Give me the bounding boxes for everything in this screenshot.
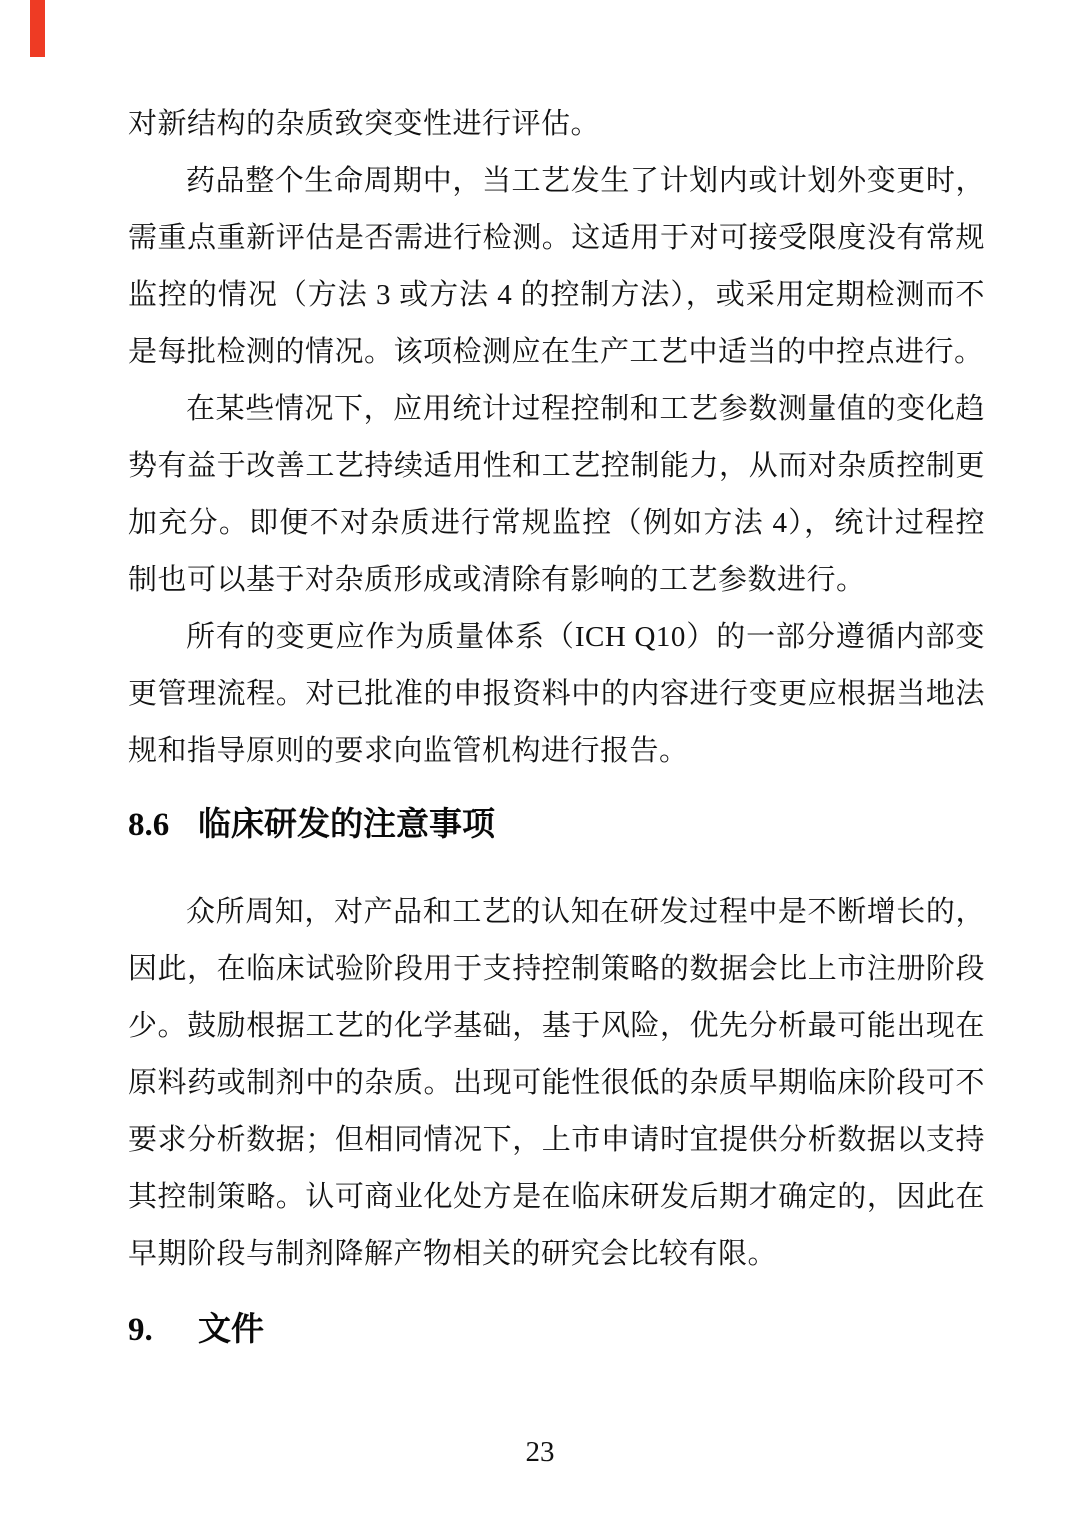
section-number: 8.6	[128, 807, 170, 843]
paragraph-lifecycle-changes: 药品整个生命周期中，当工艺发生了计划内或计划外变更时，需重点重新评估是否需进行检测。这适用于对可接受限度没有常规监控的情况（方法 3 或方法 4 的控制方法），或采用定期检测而不是每批检测的情况。该项检测应在生产工艺中适当的中控点进行。	[128, 165, 985, 368]
paragraph-continuation: 对新结构的杂质致突变性进行评估。	[128, 108, 601, 140]
paragraph-clinical-development-body: 众所周知，对产品和工艺的认知在研发过程中是不断增长的，因此，在临床试验阶段用于支持控制策略的数据会比上市注册阶段少。鼓励根据工艺的化学基础，基于风险，优先分析最可能出现在原料药或制剂中的杂质。出现可能性很低的杂质早期临床阶段可不要求分析数据；但相同情况下，上市申请时宜提供分析数据以支持其控制策略。认可商业化处方是在临床研发后期才确定的，因此在早期阶段与制剂降解产物相关的研究会比较有限。	[128, 896, 985, 1270]
page-number: 23	[525, 1436, 555, 1468]
section-number: 9.	[128, 1312, 153, 1348]
section-title: 文件	[198, 1312, 264, 1348]
section-title: 临床研发的注意事项	[198, 807, 495, 843]
paragraph-change-management: 所有的变更应作为质量体系（ICH Q10）的一部分遵循内部变更管理流程。对已批准的申报资料中的内容进行变更应根据当地法规和指导原则的要求向监管机构进行报告。	[128, 621, 985, 767]
paragraph-statistical-process-control: 在某些情况下，应用统计过程控制和工艺参数测量值的变化趋势有益于改善工艺持续适用性和工艺控制能力，从而对杂质控制更加充分。即便不对杂质进行常规监控（例如方法 4），统计过程控制也可以基于对杂质形成或清除有影响的工艺参数进行。	[128, 393, 985, 596]
section-heading-documentation	[128, 1302, 985, 1359]
section-heading-clinical-development	[128, 797, 985, 854]
